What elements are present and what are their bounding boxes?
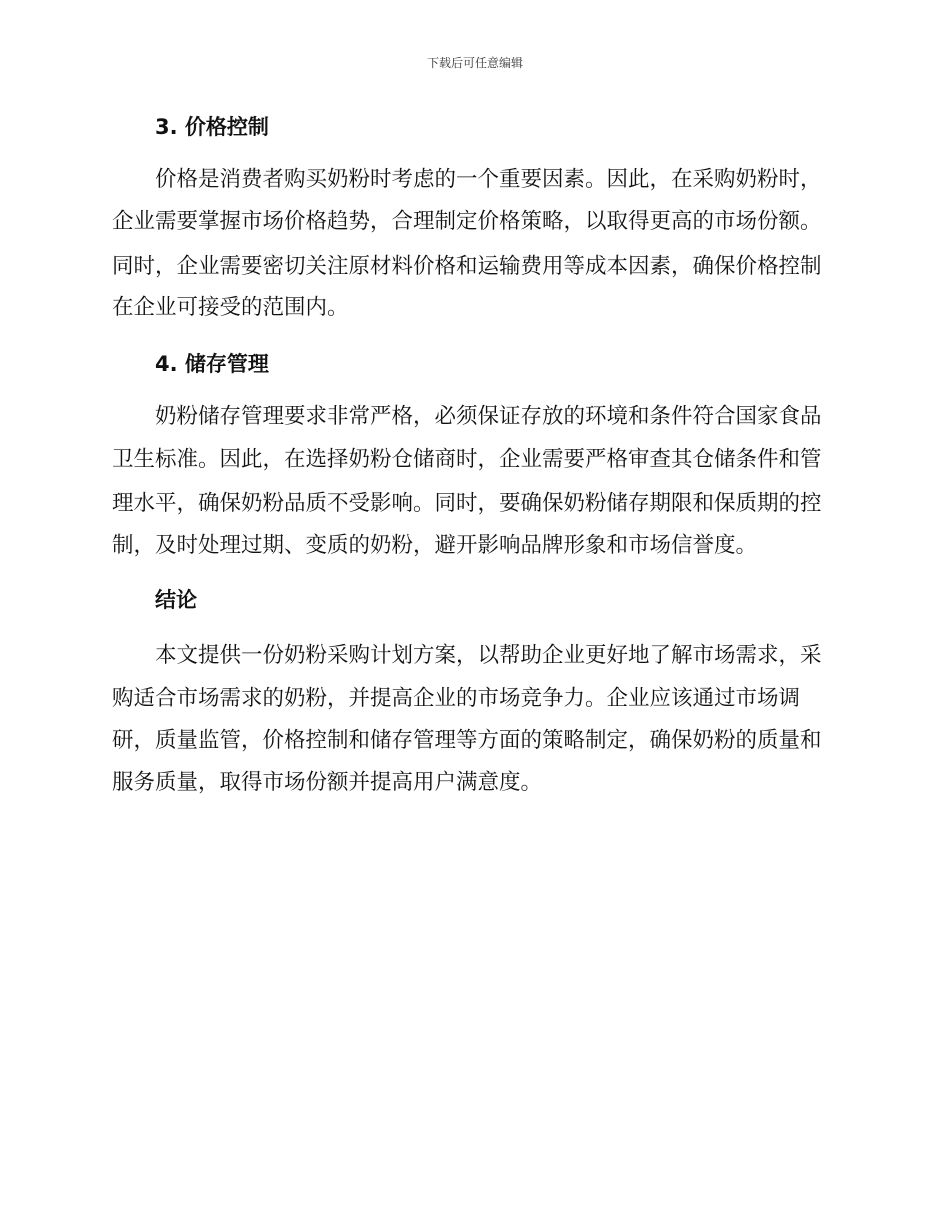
section-heading-price-control: 3. 价格控制 bbox=[155, 115, 269, 139]
paragraph-line: 购适合市场需求的奶粉，并提高企业的市场竞争力。企业应该通过市场调 bbox=[112, 686, 801, 711]
paragraph-line: 卫生标准。因此，在选择奶粉仓储商时，企业需要严格审查其仓储条件和管 bbox=[112, 447, 822, 472]
paragraph-line: 奶粉储存管理要求非常严格，必须保证存放的环境和条件符合国家食品 bbox=[155, 404, 822, 429]
paragraph-line: 价格是消费者购买奶粉时考虑的一个重要因素。因此，在采购奶粉时， bbox=[155, 167, 822, 192]
page-header: 下载后可任意编辑 bbox=[426, 56, 523, 70]
paragraph-line: 同时，企业需要密切关注原材料价格和运输费用等成本因素，确保价格控制 bbox=[112, 254, 822, 279]
paragraph-line: 研，质量监管，价格控制和储存管理等方面的策略制定，确保奶粉的质量和 bbox=[112, 728, 822, 753]
section-heading-conclusion: 结论 bbox=[155, 588, 197, 612]
paragraph-line: 服务质量，取得市场份额并提高用户满意度。 bbox=[112, 770, 543, 795]
section-heading-storage: 4. 储存管理 bbox=[155, 352, 269, 376]
paragraph-line: 在企业可接受的范围内。 bbox=[112, 295, 349, 320]
paragraph-line: 企业需要掌握市场价格趋势，合理制定价格策略，以取得更高的市场份额。 bbox=[112, 209, 822, 234]
paragraph-line: 制，及时处理过期、变质的奶粉，避开影响品牌形象和市场信誉度。 bbox=[112, 533, 758, 558]
paragraph-line: 理水平，确保奶粉品质不受影响。同时，要确保奶粉储存期限和保质期的控 bbox=[112, 491, 822, 516]
paragraph-line: 本文提供一份奶粉采购计划方案，以帮助企业更好地了解市场需求，采 bbox=[155, 643, 822, 668]
